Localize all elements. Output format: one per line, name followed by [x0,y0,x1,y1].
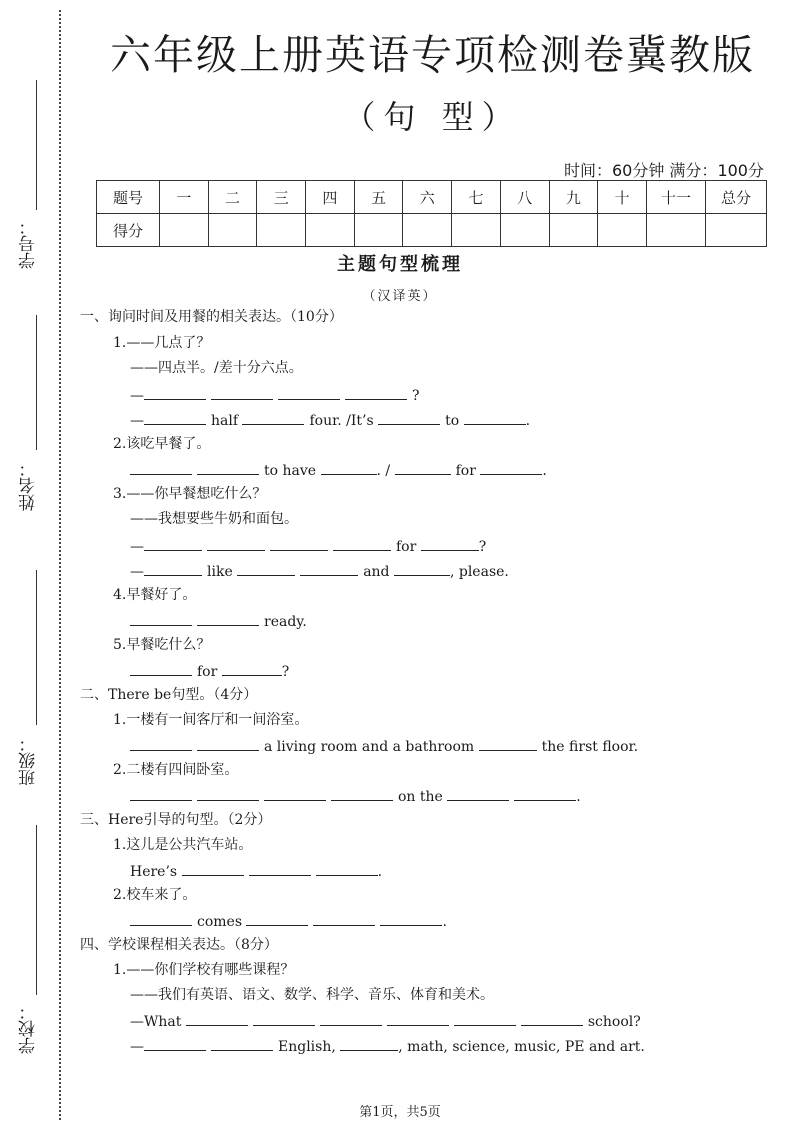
answer-text: Here’s [130,864,178,880]
answer-text: , math, science, music, PE and art. [398,1039,645,1055]
answer-line: — like and , please. [130,560,509,582]
answer-text: ready. [264,614,307,630]
blank[interactable] [316,860,378,876]
blank[interactable] [270,535,328,551]
score-entry-cell[interactable] [549,214,598,247]
blank[interactable] [521,1010,583,1026]
school-label: 学校： [19,1003,39,1054]
blank[interactable] [130,785,192,801]
blank[interactable] [394,560,450,576]
table-cell: 六 [403,181,452,214]
table-cell: 总分 [706,181,767,214]
blank[interactable] [340,1035,398,1051]
school-underline [36,825,37,995]
question-1-1-answer-cn: ——四点半。/差十分六点。 [130,360,303,376]
score-unit: 分 [747,161,764,180]
time-label: 时间： [563,161,612,180]
blank[interactable] [197,785,259,801]
answer-text: . [377,864,383,880]
answer-line [130,910,447,932]
answer-text: comes [197,914,243,930]
score-entry-cell[interactable] [160,214,209,247]
answer-text: the first floor. [541,739,639,755]
answer-text: to [445,413,460,429]
answer-line: — ? [130,384,420,406]
answer-text: school? [587,1014,641,1030]
score-entry-cell[interactable] [500,214,549,247]
section-subtitle: （汉译英） [362,289,438,304]
answer-text: . [576,789,581,805]
blank[interactable] [186,1010,248,1026]
blank[interactable] [321,459,377,475]
answer-line [130,860,382,882]
question-2-2: 2.二楼有四间卧室。 [113,762,239,778]
blank[interactable] [144,535,202,551]
student-id-label: 学号： [19,218,39,269]
binding-dotted-line [59,10,61,1120]
question-3-2: 2.校车来了。 [113,887,197,903]
blank[interactable] [313,910,375,926]
question-1-5: 5.早餐吃什么？ [113,637,211,653]
section-2-heading: 二、There be句型。（4分） [80,687,258,703]
blank[interactable] [331,785,393,801]
question-4-1-answer-cn: ——我们有英语、语文、数学、科学、音乐、体育和美术。 [130,987,494,1003]
answer-text: on the [398,789,443,805]
class-field [0,570,58,800]
answer-line: — for ? [130,535,486,557]
blank[interactable] [380,910,442,926]
section-4-heading: 四、学校课程相关表达。（8分） [80,937,278,953]
time-unit: 分钟 [632,161,665,180]
answer-text: half [211,413,239,429]
answer-text: — [130,1039,144,1055]
answer-text: ? [281,664,290,680]
blank[interactable] [130,910,192,926]
blank[interactable] [300,560,358,576]
answer-text: . [442,914,447,930]
blank[interactable] [207,535,265,551]
score-label: 满分： [669,161,718,180]
question-2-1: 1.一楼有一间客厅和一间浴室。 [113,712,309,728]
section-3-heading: 三、Here引导的句型。（2分） [80,812,272,828]
section-title: 主题句型梳理 [337,254,463,275]
blank[interactable] [278,384,340,400]
blank[interactable] [395,459,451,475]
name-field [0,315,58,525]
answer-line: — half four. /It’s to . [130,409,530,431]
name-underline [36,315,37,450]
answer-line [130,735,638,757]
question-1-4: 4.早餐好了。 [113,587,197,603]
answer-text: for [396,539,417,555]
score-table-score-row [97,214,767,247]
question-1-1: 1.——几点了？ [113,335,211,351]
score-entry-cell[interactable] [208,214,257,247]
blank[interactable] [387,1010,449,1026]
blank[interactable] [211,384,273,400]
blank[interactable] [130,610,192,626]
answer-text: . [525,413,531,429]
blank[interactable] [237,560,295,576]
student-id-underline [36,80,37,210]
table-cell: 得分 [97,214,160,247]
blank[interactable] [197,610,259,626]
answer-line [130,459,547,481]
question-1-2: 2.该吃早餐了。 [113,436,211,452]
table-cell: 题号 [97,181,160,214]
answer-text: four. /It’s [309,413,374,429]
blank[interactable] [211,1035,273,1051]
answer-text: , please. [449,564,509,580]
table-cell: 三 [257,181,306,214]
score-entry-cell[interactable] [647,214,706,247]
question-1-3-answer-cn: ——我想要些牛奶和面包。 [130,511,298,527]
score-entry-cell[interactable] [306,214,355,247]
blank[interactable] [345,384,407,400]
answer-text: a living room and a bathroom [264,739,475,755]
score-table [96,180,767,247]
blank[interactable] [320,1010,382,1026]
answer-text: English, [278,1039,336,1055]
score-entry-cell[interactable] [706,214,767,247]
blank[interactable] [144,1035,206,1051]
blank[interactable] [197,459,259,475]
answer-line [130,1035,645,1057]
blank[interactable] [130,660,192,676]
blank[interactable] [242,409,304,425]
exam-meta [564,158,764,181]
score-entry-cell[interactable] [403,214,452,247]
score-entry-cell[interactable] [452,214,501,247]
score-value: 100 [717,161,748,180]
question-4-1: 1.——你们学校有哪些课程？ [113,962,295,978]
blank[interactable] [144,409,206,425]
blank[interactable] [514,785,576,801]
answer-text: for [197,664,218,680]
class-underline [36,570,37,725]
section-1-heading: 一、询问时间及用餐的相关表达。（10分） [80,309,343,325]
score-entry-cell[interactable] [598,214,647,247]
table-cell: 一 [160,181,209,214]
table-cell: 十一 [647,181,706,214]
class-label: 班级： [19,735,39,786]
blank[interactable] [479,735,537,751]
blank[interactable] [182,860,244,876]
blank[interactable] [197,735,259,751]
answer-text: —What [130,1014,182,1030]
table-cell: 十 [598,181,647,214]
page-title: 六年级上册英语专项检测卷冀教版 [110,31,755,79]
blank[interactable] [464,409,526,425]
answer-text: to have [264,463,317,479]
answer-text: for [455,463,476,479]
blank[interactable] [130,735,192,751]
blank[interactable] [144,384,206,400]
table-cell: 九 [549,181,598,214]
blank[interactable] [447,785,509,801]
blank[interactable] [130,459,192,475]
school-field [0,825,58,1055]
score-table-header-row [97,181,767,214]
answer-text: ? [412,388,420,404]
blank[interactable] [454,1010,516,1026]
question-1-3: 3.——你早餐想吃什么？ [113,486,267,502]
table-cell: 五 [354,181,403,214]
name-label: 姓名： [19,460,39,511]
blank[interactable] [222,660,282,676]
page-footer: 第1页，共5页 [359,1105,441,1120]
blank[interactable] [246,910,308,926]
blank[interactable] [144,560,202,576]
blank[interactable] [378,409,440,425]
table-cell: 四 [306,181,355,214]
blank[interactable] [421,535,479,551]
time-value: 60 [611,161,633,180]
blank[interactable] [333,535,391,551]
answer-line [130,610,307,632]
answer-text: . / [376,463,391,479]
table-cell: 二 [208,181,257,214]
score-entry-cell[interactable] [354,214,403,247]
answer-line [130,785,581,807]
answer-text: and [363,564,390,580]
page-subtitle: （句 型） [343,98,522,136]
table-cell: 七 [452,181,501,214]
answer-text: . [542,463,547,479]
blank[interactable] [249,860,311,876]
answer-line [130,1010,641,1032]
blank[interactable] [480,459,542,475]
question-3-1: 1.这儿是公共汽车站。 [113,837,253,853]
blank[interactable] [253,1010,315,1026]
answer-text: like [207,564,233,580]
table-cell: 八 [500,181,549,214]
score-entry-cell[interactable] [257,214,306,247]
answer-text: ? [478,539,487,555]
blank[interactable] [264,785,326,801]
answer-line [130,660,289,682]
